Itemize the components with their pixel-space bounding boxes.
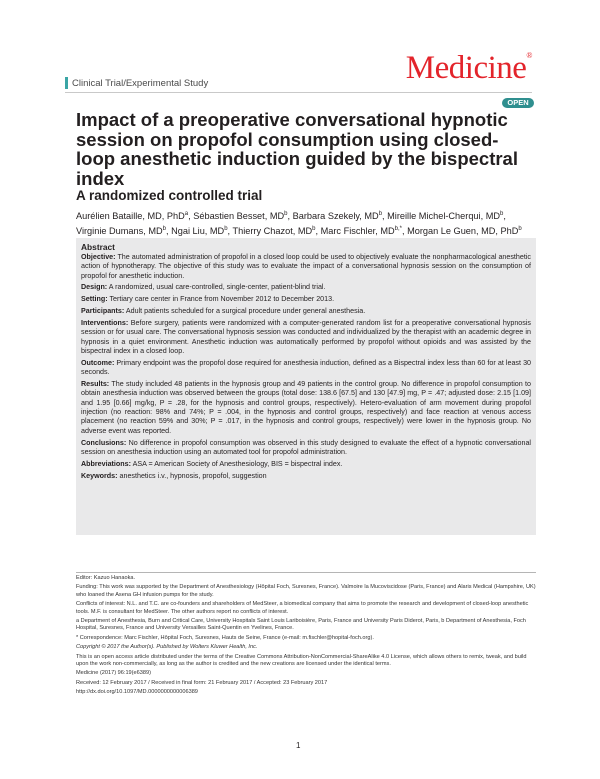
- abstract-label: Participants:: [81, 307, 125, 316]
- abstract-label: Results:: [81, 380, 110, 389]
- author-name: Morgan Le Guen, MD, PhD: [407, 225, 519, 236]
- footnote-dates: Received: 12 February 2017 / Received in final form: 21 February 2017 / Accepted: 23 February 2017: [76, 679, 328, 686]
- author-name: Sébastien Besset, MD: [193, 211, 285, 222]
- abstract-conclusions: [81, 439, 531, 458]
- abstract-label: Interventions:: [81, 319, 129, 328]
- footnotes: [76, 572, 536, 699]
- abstract-results: [81, 380, 531, 436]
- abstract-label: Setting:: [81, 295, 108, 304]
- page-number: 1: [296, 741, 301, 750]
- journal-name: Medicine: [405, 50, 527, 86]
- author-name: Thierry Chazot, MD: [232, 225, 313, 236]
- footnote-license: This is an open access article distributed under the terms of the Creative Commons Attribution-NonCommercial-ShareAlike 4.0 License, which allows others to remix, tweak, and build upon the work non-commercially, as long as the author is credited and the new creations are licensed under the identical terms.: [76, 653, 527, 668]
- abstract-text: A randomized, usual care-controlled, single-center, patient-blind trial.: [108, 283, 326, 292]
- author-name: Barbara Szekely, MD: [292, 211, 379, 222]
- section-label: Clinical Trial/Experimental Study: [72, 78, 209, 89]
- section-accent-bar: [65, 77, 68, 89]
- abstract-label: Abbreviations:: [81, 459, 131, 468]
- journal-logo: [406, 52, 532, 85]
- author-affiliation-mark: b: [378, 211, 383, 217]
- article-title: Impact of a preoperative conversational hypnotic session on propofol consumption using closed-loop anesthetic induction guided by the bispectral index: [76, 109, 518, 189]
- abstract-text: Tertiary care center in France from November 2012 to December 2013.: [109, 295, 335, 304]
- abstract-interventions: [81, 319, 531, 356]
- author-affiliation-mark: b: [518, 225, 522, 232]
- abstract-setting: [81, 295, 531, 304]
- author-affiliation-mark: b: [499, 211, 504, 217]
- footnote-copyright: Copyright © 2017 the Author(s). Published by Wolters Kluwer Health, Inc.: [76, 644, 258, 651]
- abstract-text: ASA = American Society of Anesthesiology, BIS = bispectral index.: [132, 459, 343, 468]
- abstract-objective: [81, 253, 531, 281]
- open-access-badge: OPEN: [502, 98, 534, 108]
- author-affiliation-mark: b: [284, 211, 288, 217]
- abstract-participants: [81, 307, 531, 316]
- footnote-conflicts: Conflicts of interest: N.L. and T.C. are co-founders and shareholders of MedSteer, a biomedical company that aims to promote the research and development of closed-loop anesthetic tools. M.F. is consultant for MedSteer. The other authors report no conflicts of interest.: [76, 601, 529, 615]
- author-affiliation-mark: b: [224, 225, 228, 232]
- abstract-label: Keywords:: [81, 471, 118, 480]
- footnote-correspondence: * Correspondence: Marc Fischler, Hôpital Foch, Suresnes, Hauts de Seine, France (e-mail: m.fischler@hopital-foch.org).: [76, 634, 374, 641]
- article-subtitle: A randomized controlled trial: [76, 188, 263, 203]
- abstract-text: Primary endpoint was the propofol dose required for anesthesia induction, defined as a Bispectral index less than 60 for at least 30 seconds.: [81, 358, 532, 377]
- abstract-text: anesthetics i.v., hypnosis, propofol, suggestion: [119, 471, 267, 480]
- abstract-heading: Abstract: [81, 242, 115, 252]
- footnote-divider: [76, 572, 536, 573]
- abstract-text: Before surgery, patients were randomized with a computer-generated random list for a preoperative conversational hypnosis session or for usual care. The conversational hypnosis session was conducted and individualized by the therapist with an academic degree in hypnosis in a quiet environment. Anesthetic induction was automatically performed by propofol without opioids and was assisted by the bispectral index in a closed loop.: [81, 319, 532, 356]
- abstract-keywords: [81, 472, 531, 481]
- author-affiliation-mark: b: [162, 225, 166, 232]
- abstract-text: The study included 48 patients in the hypnosis group and 49 patients in the control group. No difference in propofol consumption to obtain anesthesia induction was observed between the groups (total dose: 138.6 [67.5] and 130 [47.9] mg, P = .47; adjusted dose: 2.15 [1.09] and 1.95 [0.66] mg/kg, P = .28, for the hypnosis and control groups, respectively). Hetero-evaluation of arm movement during propofol injection (no reaction: 98% and 74%; P = .004, in the hypnosis and control groups, respectively) and face reaction at venous access placement (no reaction 59% and 30%; P = .017, in the hypnosis and control groups, respectively) were lower in the hypnosis group. No adverse event was reported.: [81, 380, 531, 435]
- footnote-citation: Medicine (2017) 96:19(e6389): [76, 670, 151, 677]
- abstract-label: Objective:: [81, 253, 116, 261]
- footnote-editor: Editor: Kazuo Hanaoka.: [76, 575, 136, 581]
- author-affiliation-mark: b: [312, 225, 316, 232]
- abstract-design: [81, 283, 531, 292]
- author-affiliation-mark: a: [184, 211, 189, 217]
- abstract-label: Outcome:: [81, 358, 115, 367]
- abstract-text: Adult patients scheduled for a surgical procedure under general anesthesia.: [125, 307, 366, 316]
- footnote-funding: Funding: This work was supported by the Department of Anesthesiology (Hôpital Foch, Suresnes, France). Valmoire la Mucoviscidose (Paris, France) and Alaris Medical (Hampshire, UK) who loaned the Asena GH infusion pumps for the study.: [76, 584, 536, 598]
- abstract-box: [76, 238, 536, 535]
- abstract-outcome: [81, 359, 531, 378]
- footnote-doi[interactable]: http://dx.doi.org/10.1097/MD.0000000000006389: [76, 689, 198, 696]
- author-name: Ngai Liu, MD: [171, 225, 225, 236]
- header-divider: [65, 92, 532, 93]
- abstract-label: Conclusions:: [81, 438, 127, 447]
- author-name: Marc Fischler, MD: [320, 225, 395, 236]
- registered-mark: ®: [526, 51, 532, 60]
- footnote-affiliations: a Department of Anesthesia, Burn and Critical Care, University Hospitals Saint Louis Lariboisière, Paris, France and University Paris Diderot, Paris, b Department of Anesthesia, Foch Hospital, Suresnes, France and University Versailles Saint-Quentin en Yvelines, France.: [76, 618, 526, 632]
- author-name: Virginie Dumans, MD: [76, 225, 163, 236]
- abstract-abbreviations: [81, 460, 531, 469]
- abstract-text: No difference in propofol consumption was observed in this study designed to evaluate the effect of a hypnotic conversational session on anesthesia induction using an automated tool for propofol administration.: [81, 438, 532, 456]
- author-affiliation-mark: b,*: [394, 225, 402, 232]
- abstract-label: Design:: [81, 283, 108, 292]
- abstract-text: The automated administration of propofol in a closed loop could be used to objectively evaluate the nonpharmacological anesthetic action of hypnotherapy. The objective of this study was to evaluate the impact of a conversational hypnosis session on the consumption of propofol for anesthetic induction.: [81, 253, 531, 280]
- author-list: Aurélien Bataille, MD, PhD$^a$, Sébastien Besset, $MD^b$, Barbara Szekely, $MD^b$, Mireille Michel-Cherqui, $MD^b$, Virginie Dumans, $MD^b$, Ngai Liu, $MD^b$, Thierry Chazot, $MD^b$, Marc Fischler, $MD^{b,*}$, Morgan Le Guen, MD, PhD$^b$: [76, 211, 522, 236]
- author-name: Mireille Michel-Cherqui, MD: [387, 211, 500, 222]
- author-name: Aurélien Bataille, MD, PhD: [76, 211, 185, 222]
